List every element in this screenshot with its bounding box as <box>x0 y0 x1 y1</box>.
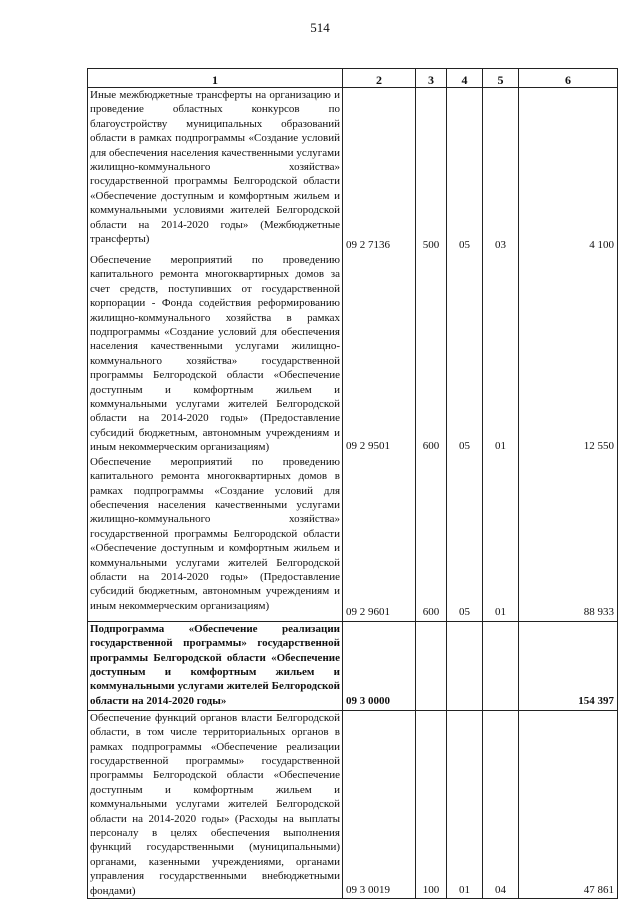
row-amount: 4 100 <box>519 88 618 254</box>
row-rz: 05 <box>447 455 483 622</box>
row-amount: 88 933 <box>519 455 618 622</box>
header-col-5: 5 <box>483 69 519 88</box>
header-col-3: 3 <box>416 69 447 88</box>
row-code: 09 2 9601 <box>343 455 416 622</box>
row-pr: 01 <box>483 455 519 622</box>
row-description: Обеспечение мероприятий по проведению капитального ремонта многоквартирных домов в рамках подпрограммы «Создание условий для обеспечения населения качественными услугами жилищно-коммунального хозяйства» государственной программы Белгородской области «Обеспечение доступным и комфортным жильем и коммунальными услугами жителей Белгородской области на 2014-2020 годы» (Предоставление субсидий бюджетным, автономным учреждениям и иным некоммерческим организациям) <box>88 455 343 622</box>
row-vr <box>416 621 447 710</box>
row-rz <box>447 621 483 710</box>
row-amount: 154 397 <box>519 621 618 710</box>
row-rz: 01 <box>447 710 483 898</box>
row-vr: 600 <box>416 253 447 455</box>
row-amount: 47 861 <box>519 710 618 898</box>
row-pr: 03 <box>483 88 519 254</box>
table-header-row <box>88 69 618 88</box>
table-row <box>88 88 618 254</box>
header-col-1: 1 <box>88 69 343 88</box>
row-rz: 05 <box>447 88 483 254</box>
row-amount: 12 550 <box>519 253 618 455</box>
table-row <box>88 710 618 898</box>
row-code: 09 3 0000 <box>343 621 416 710</box>
row-rz: 05 <box>447 253 483 455</box>
row-vr: 600 <box>416 455 447 622</box>
row-code: 09 2 9501 <box>343 253 416 455</box>
table-row <box>88 253 618 455</box>
row-pr: 04 <box>483 710 519 898</box>
row-vr: 100 <box>416 710 447 898</box>
header-col-6: 6 <box>519 69 618 88</box>
row-pr: 01 <box>483 253 519 455</box>
header-col-4: 4 <box>447 69 483 88</box>
row-vr: 500 <box>416 88 447 254</box>
table-row-subprogram <box>88 621 618 710</box>
budget-table <box>87 68 618 899</box>
row-code: 09 3 0019 <box>343 710 416 898</box>
row-description: Иные межбюджетные трансферты на организацию и проведение областных конкурсов по благоустройству муниципальных образований области в рамках подпрограммы «Создание условий для обеспечения населения качественными услугами жилищно-коммунального хозяйства» государственной программы Белгородской области «Обеспечение доступным и комфортным жильем и коммунальными условиями жителей Белгородской области на 2014-2020 годы» (Межбюджетные трансферты) <box>88 88 343 254</box>
header-col-2: 2 <box>343 69 416 88</box>
row-description: Обеспечение мероприятий по проведению капитального ремонта многоквартирных домов за счет средств, поступивших от государственной корпорации - Фонда содействия реформированию жилищно-коммунального хозяйства в рамках подпрограммы «Создание условий для обеспечения населения качественными услугами жилищно-коммунального хозяйства» государственной программы Белгородской области «Обеспечение доступным и комфортным жильем и коммунальными услугами жителей Белгородской области на 2014-2020 годы» (Предоставление субсидий бюджетным, автономным учреждениям и иным некоммерческим организациям) <box>88 253 343 455</box>
row-code: 09 2 7136 <box>343 88 416 254</box>
row-description: Обеспечение функций органов власти Белгородской области, в том числе территориальных органов в рамках подпрограммы «Обеспечение реализации государственной программы» государственной программы Белгородской области «Обеспечение доступным и комфортным жильем и коммунальными услугами жителей Белгородской области на 2014-2020 годы» (Расходы на выплаты персоналу в целях обеспечения выполнения функций государственными (муниципальными) органами, казенными учреждениями, органами управления государственными внебюджетными фондами) <box>88 710 343 898</box>
page-number: 514 <box>310 20 330 35</box>
row-pr <box>483 621 519 710</box>
table-row <box>88 455 618 622</box>
row-description: Подпрограмма «Обеспечение реализации государственной программы» государственной программы Белгородской области «Обеспечение доступным и комфортным жильем и коммунальными услугами жителей Белгородской области на 2014-2020 годы» <box>88 621 343 710</box>
